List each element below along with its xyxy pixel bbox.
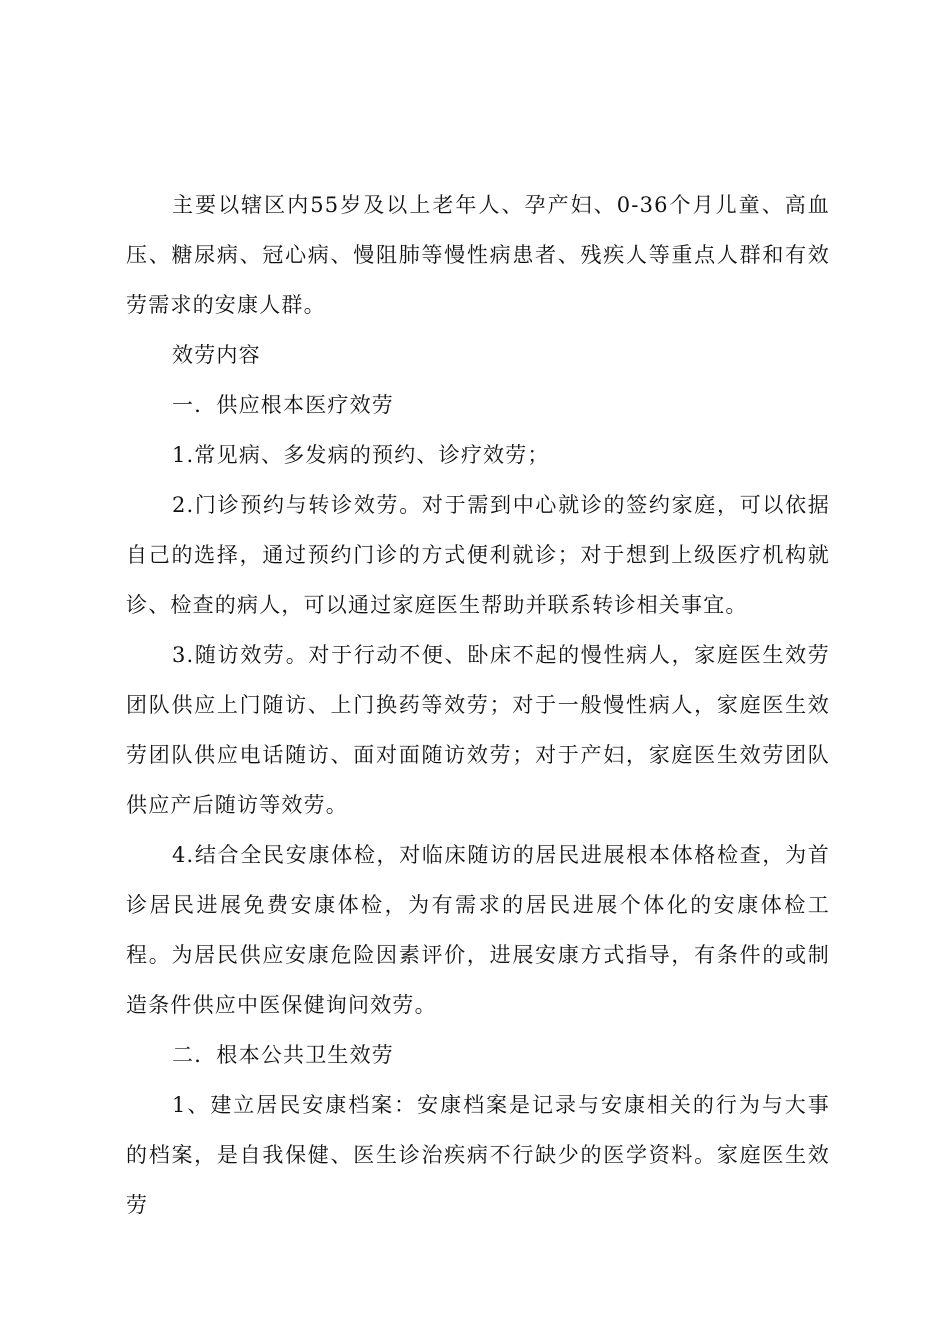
heading-public-health-service: 二．根本公共卫生效劳 — [172, 1043, 394, 1067]
heading-basic-medical-service: 一．供应根本医疗效劳 — [172, 393, 394, 417]
paragraph-item-1: 1.常见病、多发病的预约、诊疗效劳； — [172, 443, 550, 467]
heading-service-content: 效劳内容 — [172, 343, 261, 367]
paragraph-item-2: 2.门诊预约与转诊效劳。对于需到中心就诊的签约家庭，可以依据自己的选择，通过预约门诊的方式便利就诊；对于想到上级医疗机构就诊、检查的病人，可以通过家庭医生帮助并联系转诊相关事宜。 — [126, 493, 830, 617]
paragraph-target-population: 主要以辖区内55岁及以上老年人、孕产妇、0-36个月儿童、高血压、糖尿病、冠心病、慢阻肺等慢性病患者、残疾人等重点人群和有效劳需求的安康人群。 — [126, 193, 830, 317]
paragraph-item-4: 4.结合全民安康体检，对临床随访的居民进展根本体格检查，为首诊居民进展免费安康体检，为有需求的居民进展个体化的安康体检工程。为居民供应安康危险因素评价，进展安康方式指导，有条件的或制造条件供应中医保健询问效劳。 — [126, 843, 830, 1017]
paragraph-item-3: 3.随访效劳。对于行动不便、卧床不起的慢性病人，家庭医生效劳团队供应上门随访、上门换药等效劳；对于一般慢性病人，家庭医生效劳团队供应电话随访、面对面随访效劳；对于产妇，家庭医生效劳团队供应产后随访等效劳。 — [126, 643, 830, 817]
paragraph-health-records: 1、建立居民安康档案：安康档案是记录与安康相关的行为与大事的档案，是自我保健、医生诊治疾病不行缺少的医学资料。家庭医生效劳 — [126, 1093, 830, 1217]
document-body — [126, 180, 830, 1230]
